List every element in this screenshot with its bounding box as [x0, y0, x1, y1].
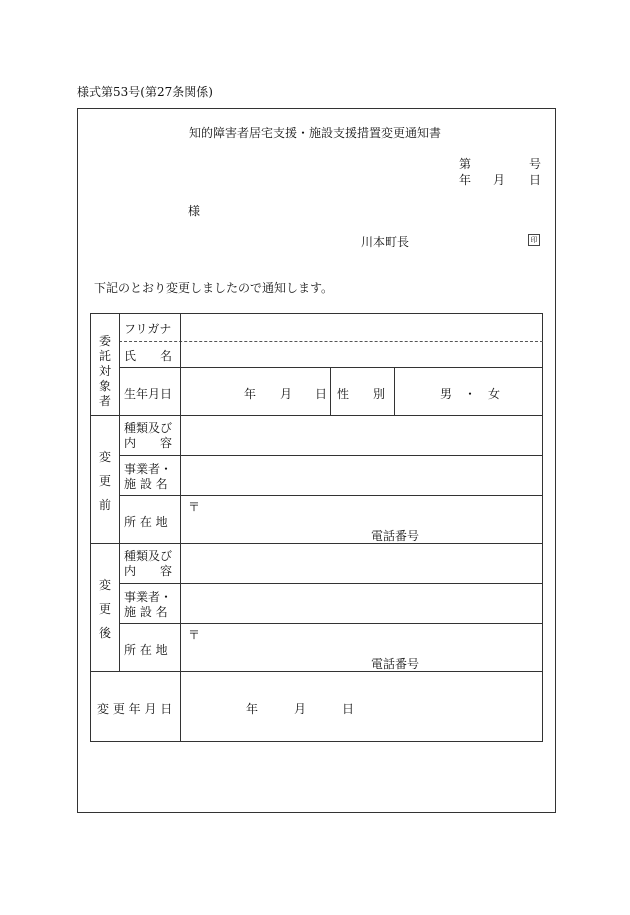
- change-month-label: 月: [294, 702, 307, 716]
- birth-date-label: 生年月日: [124, 387, 173, 401]
- after-type-label-2: 内 容: [124, 564, 173, 578]
- birth-month-label: 月: [280, 387, 293, 401]
- row-line: [119, 623, 543, 624]
- section-line: [91, 671, 543, 672]
- row-line: [119, 495, 543, 496]
- sex-value: 男 ・ 女: [440, 387, 501, 401]
- name-label: 氏 名: [124, 349, 173, 363]
- furigana-label: フリガナ: [124, 322, 172, 336]
- before-postal-mark: 〒: [188, 500, 201, 514]
- after-group-label: 変更後: [98, 578, 111, 640]
- sender-name: 川本町長: [361, 235, 410, 249]
- before-address-label: 所 在 地: [124, 515, 168, 529]
- seal-mark: 印: [528, 234, 540, 246]
- notification-table: [90, 313, 543, 742]
- row-line: [119, 455, 543, 456]
- before-type-label-2: 内 容: [124, 436, 173, 450]
- before-phone-label: 電話番号: [371, 529, 420, 543]
- section-line: [91, 415, 543, 416]
- before-group-label: 変更前: [98, 450, 111, 512]
- change-year-label: 年: [246, 702, 259, 716]
- change-day-label: 日: [342, 702, 355, 716]
- before-operator-label-2: 施 設 名: [124, 477, 168, 491]
- document-title: 知的障害者居宅支援・施設支援措置変更通知書: [188, 126, 441, 140]
- after-phone-label: 電話番号: [371, 657, 420, 671]
- form-number-label: 様式第53号(第27条関係): [77, 85, 213, 99]
- row-line: [119, 367, 543, 368]
- change-date-label: 変 更 年 月 日: [97, 702, 173, 716]
- after-address-label: 所 在 地: [124, 643, 168, 657]
- addressee-suffix: 様: [188, 204, 201, 218]
- birth-year-label: 年: [244, 387, 257, 401]
- after-operator-label-1: 事業者・: [124, 590, 173, 604]
- after-type-label-1: 種類及び: [124, 549, 173, 563]
- intro-text: 下記のとおり変更しましたので通知します。: [94, 281, 334, 295]
- subject-group-label: 委託対象者: [98, 334, 111, 408]
- after-postal-mark: 〒: [188, 628, 201, 642]
- issue-month-label: 月: [493, 173, 506, 187]
- row-line: [119, 583, 543, 584]
- before-type-label-1: 種類及び: [124, 421, 173, 435]
- section-line: [91, 543, 543, 544]
- sex-divider-1: [330, 367, 331, 415]
- doc-number-prefix: 第: [459, 157, 472, 171]
- issue-year-label: 年: [459, 173, 472, 187]
- birth-day-label: 日: [315, 387, 328, 401]
- after-operator-label-2: 施 設 名: [124, 605, 168, 619]
- group-divider: [119, 314, 120, 671]
- furigana-divider: [119, 341, 543, 342]
- sex-divider-2: [394, 367, 395, 415]
- sex-label: 性 別: [337, 387, 386, 401]
- issue-day-label: 日: [529, 173, 542, 187]
- before-operator-label-1: 事業者・: [124, 462, 173, 476]
- label-divider: [180, 314, 181, 742]
- doc-number-suffix: 号: [529, 157, 542, 171]
